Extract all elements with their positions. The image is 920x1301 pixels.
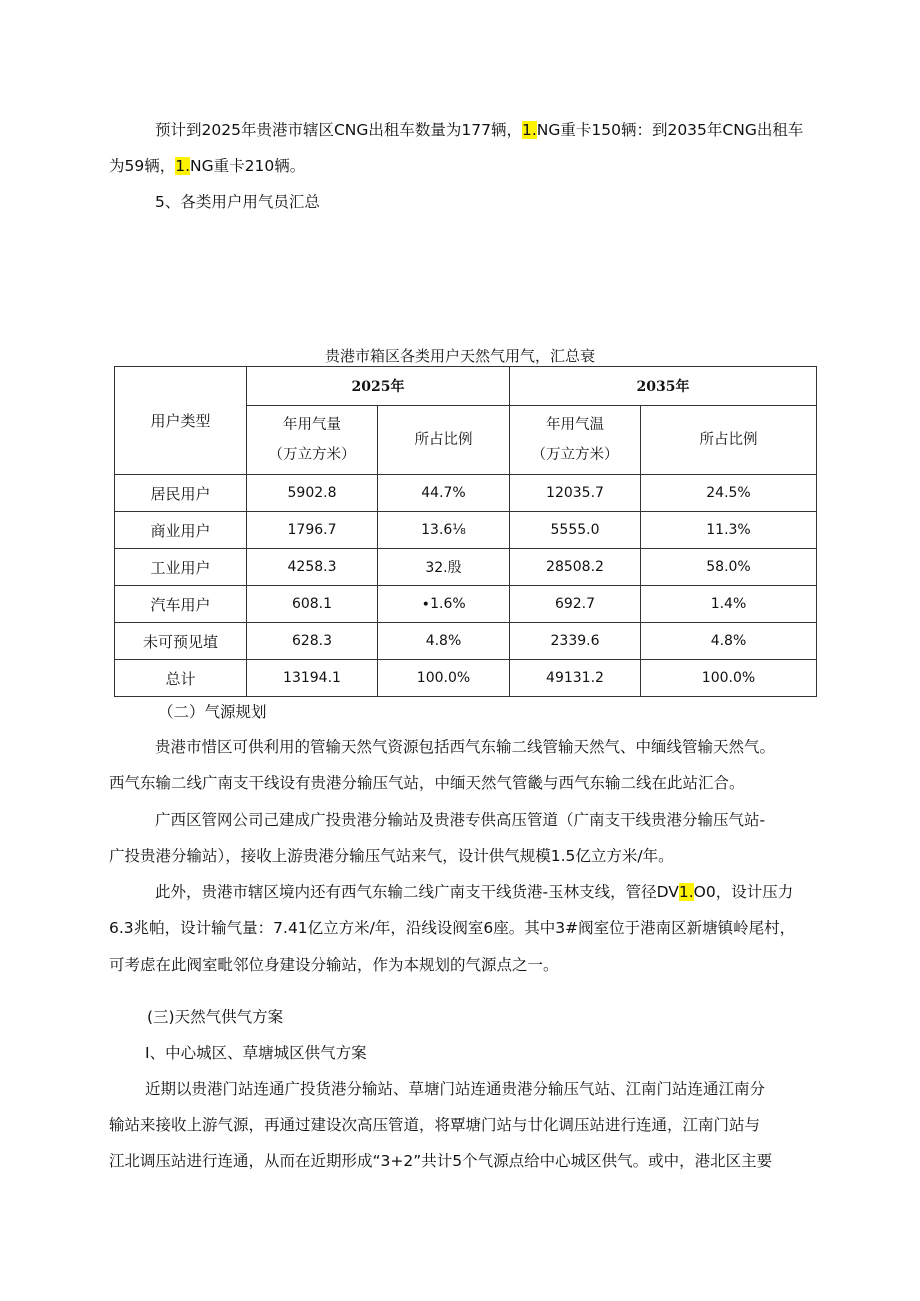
ratio-2035-header: 所占比例 bbox=[641, 406, 817, 475]
table-row: 未可预见埴 628.3 4.8% 2339.6 4.8% bbox=[115, 623, 817, 660]
gas-usage-table bbox=[114, 366, 817, 697]
year-2025-header: 2025年 bbox=[247, 367, 510, 406]
ratio-2025-header: 所占比例 bbox=[378, 406, 510, 475]
table-row: 汽车用户 608.1 ∙1.6% 692.7 1.4% bbox=[115, 586, 817, 623]
table-row: 居民用户 5902.8 44.7% 12035.7 24.5% bbox=[115, 475, 817, 512]
section-3-para-line1: 近期以贵港门站连通广投货港分输站、草塘门站连通贵港分输压气站、江南门站连通江南分 bbox=[145, 1080, 766, 1098]
volume-2025-header: 年用气量 （万立方米） bbox=[247, 406, 378, 475]
section-3-sub1: I、中心城区、草塘城区供气方案 bbox=[145, 1044, 367, 1062]
volume-2035-header: 年用气温 （万立方米） bbox=[510, 406, 641, 475]
user-type-header: 用户类型 bbox=[115, 367, 247, 475]
section-3-heading: (三)天然气供气方案 bbox=[147, 1008, 284, 1026]
intro-line-1: 预计到2025年贵港市辖区CNG出租车数量为177辆，1.NG重卡150辆：到2035年CNG出租车 bbox=[155, 121, 804, 139]
year-2035-header: 2035年 bbox=[510, 367, 817, 406]
section-2-para3-line2: 6.3兆帕，设计输气量：7.41亿立方米/年，沿线设阀室6座。其中3#阀室位于港南区新塘镇岭尾村， bbox=[109, 919, 796, 937]
highlight-mark: 1. bbox=[175, 157, 191, 175]
section-2-para1-line2: 西气东输二线广南支干线设有贵港分输压气站，中缅天然气管畿与西气东输二线在此站汇合。 bbox=[109, 774, 745, 792]
table-row: 商业用户 1796.7 13.6⅛ 5555.0 11.3% bbox=[115, 512, 817, 549]
section-2-para2-line1: 广西区管网公司己建成广投贵港分输站及贵港专供高压管道（广南支干线贵港分输压气站- bbox=[155, 811, 766, 829]
section-5-heading: 5、各类用户用气员汇总 bbox=[155, 193, 320, 211]
section-3-para-line2: 输站来接收上游气源，再通过建设次高压管道，将覃塘门站与廿化调压站进行连通，江南门站与 bbox=[109, 1116, 761, 1134]
highlight-mark: 1. bbox=[521, 121, 537, 139]
table-row-total: 总计 13194.1 100.0% 49131.2 100.0% bbox=[115, 660, 817, 697]
section-3-para-line3: 江北调压站进行连通，从而在近期形成“3+2”共计5个气源点给中心城区供气。或中，港北区主要 bbox=[109, 1152, 773, 1170]
section-2-para1-line1: 贵港市惜区可供利用的管输天然气资源包括西气东输二线管输天然气、中缅线管输天然气。 bbox=[155, 738, 776, 756]
table-row: 工业用户 4258.3 32.殷 28508.2 58.0% bbox=[115, 549, 817, 586]
table-title: 贵港市箱区各类用户天然气用气，汇总衰 bbox=[324, 347, 595, 365]
section-2-para2-line2: 广投贵港分输站），接收上游贵港分输压气站来气，设计供气规模1.5亿立方米/年。 bbox=[109, 847, 674, 865]
section-2-para3-line1: 此外，贵港市辖区境内还有西气东输二线广南支干线货港-玉林支线，管径DV1.O0，设计压力 bbox=[155, 883, 794, 901]
section-2-para3-line3: 可考虑在此阀室毗邻位身建设分输站，作为本规划的气源点之一。 bbox=[109, 956, 559, 974]
section-2-heading: （二）气源规划 bbox=[158, 703, 267, 721]
intro-line-2: 为59辆，1.NG重卡210辆。 bbox=[109, 157, 306, 175]
highlight-mark: 1. bbox=[678, 883, 694, 901]
